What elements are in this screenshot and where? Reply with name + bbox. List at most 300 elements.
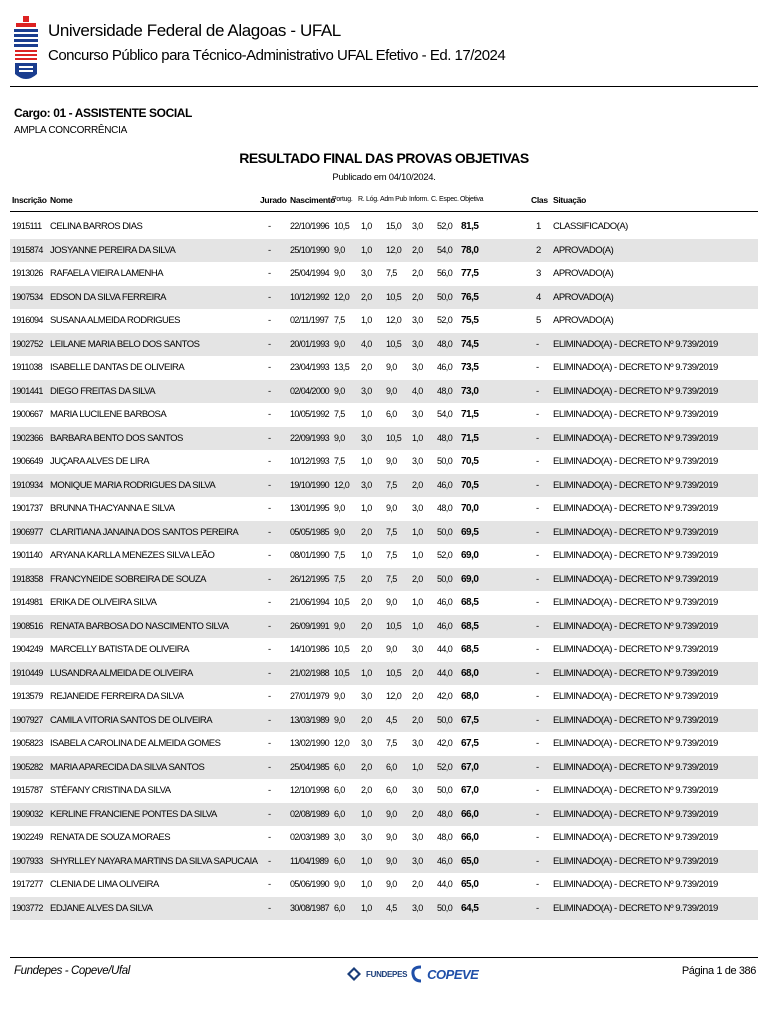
- cell-cespec: 48,0: [437, 503, 453, 513]
- cell-inform: 1,0: [412, 761, 423, 772]
- cell-admpub: 12,0: [386, 691, 402, 701]
- cell-clas: -: [536, 808, 539, 820]
- cell-inscricao: 1909032: [12, 808, 43, 819]
- cell-jurado: -: [268, 526, 271, 538]
- table-row: [10, 497, 758, 521]
- col-situacao: Situação: [553, 195, 587, 205]
- table-row: [10, 779, 758, 803]
- cell-cespec: 44,0: [437, 879, 453, 889]
- table-row: [10, 215, 758, 239]
- cell-nome: BRUNNA THACYANNA E SILVA: [50, 503, 175, 514]
- cell-nascimento: 02/08/1989: [290, 808, 330, 819]
- cell-situacao: ELIMINADO(A) - DECRETO Nº 9.739/2019: [553, 808, 718, 820]
- cell-objetiva: 75,5: [461, 315, 479, 326]
- cell-admpub: 10,5: [386, 432, 402, 443]
- cell-situacao: APROVADO(A): [553, 291, 614, 303]
- cell-clas: -: [536, 855, 539, 867]
- col-objetiva: Objetiva: [460, 196, 484, 203]
- cell-situacao: ELIMINADO(A) - DECRETO Nº 9.739/2019: [553, 573, 718, 585]
- cell-inform: 2,0: [412, 879, 423, 889]
- col-nome: Nome: [50, 195, 73, 205]
- cell-nome: JOSYANNE PEREIRA DA SILVA: [50, 244, 176, 256]
- cell-admpub: 4,5: [386, 714, 397, 725]
- col-portug: Portug.: [332, 196, 353, 203]
- cell-nome: RENATA DE SOUZA MORAES: [50, 832, 171, 843]
- table-row: [10, 544, 758, 568]
- col-inform: Inform.: [409, 196, 429, 203]
- cell-cespec: 52,0: [437, 761, 453, 772]
- cell-situacao: ELIMINADO(A) - DECRETO Nº 9.739/2019: [553, 902, 718, 914]
- cell-clas: -: [536, 432, 539, 444]
- table-row: [10, 356, 758, 380]
- cell-inform: 3,0: [412, 738, 423, 748]
- cell-situacao: ELIMINADO(A) - DECRETO Nº 9.739/2019: [553, 456, 718, 467]
- cell-objetiva: 67,5: [461, 738, 479, 749]
- cell-objetiva: 67,0: [461, 761, 479, 773]
- cargo-title: Cargo: 01 - ASSISTENTE SOCIAL: [14, 106, 192, 120]
- copeve-logo-icon: [411, 965, 423, 983]
- cell-admpub: 9,0: [386, 456, 397, 466]
- cell-clas: 2: [536, 244, 541, 256]
- cell-nome: ERIKA DE OLIVEIRA SILVA: [50, 597, 157, 608]
- cell-rlog: 1,0: [361, 503, 372, 513]
- cell-rlog: 2,0: [361, 362, 372, 372]
- cell-inform: 3,0: [412, 902, 423, 913]
- table-row: [10, 638, 758, 662]
- cell-inform: 4,0: [412, 385, 423, 396]
- cell-rlog: 3,0: [361, 432, 372, 443]
- cell-inscricao: 1913579: [12, 691, 43, 701]
- cell-nome: CAMILA VITORIA SANTOS DE OLIVEIRA: [50, 714, 213, 726]
- cell-clas: -: [536, 526, 539, 538]
- cell-portug: 12,0: [334, 738, 350, 748]
- cell-cespec: 48,0: [437, 385, 453, 396]
- cell-inform: 1,0: [412, 550, 423, 560]
- cell-objetiva: 78,0: [461, 244, 479, 256]
- cell-portug: 10,5: [334, 221, 350, 231]
- cell-objetiva: 68,5: [461, 644, 479, 655]
- cell-inscricao: 1902366: [12, 432, 43, 443]
- cell-situacao: ELIMINADO(A) - DECRETO Nº 9.739/2019: [553, 620, 718, 632]
- cell-clas: -: [536, 409, 539, 420]
- cell-nascimento: 05/06/1990: [290, 879, 330, 889]
- cell-situacao: APROVADO(A): [553, 244, 614, 256]
- cell-inscricao: 1917277: [12, 879, 43, 889]
- cell-nascimento: 30/08/1987: [290, 902, 330, 913]
- table-header: [10, 192, 758, 209]
- cell-cespec: 50,0: [437, 785, 453, 795]
- cell-inscricao: 1915874: [12, 244, 43, 255]
- cell-objetiva: 65,0: [461, 855, 479, 867]
- cell-objetiva: 69,5: [461, 526, 479, 538]
- cell-nome: MARIA APARECIDA DA SILVA SANTOS: [50, 761, 205, 773]
- cell-portug: 6,0: [334, 761, 345, 772]
- table-row: [10, 897, 758, 921]
- cell-objetiva: 64,5: [461, 902, 479, 914]
- cell-admpub: 10,5: [386, 291, 402, 302]
- cell-inscricao: 1904249: [12, 644, 43, 654]
- cell-jurado: -: [268, 338, 271, 350]
- page-title: RESULTADO FINAL DAS PROVAS OBJETIVAS: [239, 150, 529, 166]
- cell-inscricao: 1902752: [12, 338, 43, 349]
- cell-cespec: 50,0: [437, 456, 453, 466]
- cell-admpub: 6,0: [386, 785, 397, 795]
- contest-title: Concurso Público para Técnico-Administrativo UFAL Efetivo - Ed. 17/2024: [48, 47, 506, 64]
- cell-rlog: 1,0: [361, 409, 372, 419]
- cell-clas: -: [536, 503, 539, 514]
- cell-clas: -: [536, 691, 539, 702]
- cell-inscricao: 1901737: [12, 503, 43, 513]
- cell-nascimento: 22/10/1996: [290, 221, 330, 231]
- cell-objetiva: 77,5: [461, 268, 479, 279]
- table-row: [10, 474, 758, 498]
- cell-clas: 1: [536, 221, 541, 232]
- cell-rlog: 2,0: [361, 644, 372, 654]
- cell-nome: CELINA BARROS DIAS: [50, 221, 143, 232]
- table-row: [10, 803, 758, 827]
- cell-admpub: 10,5: [386, 620, 402, 631]
- cell-portug: 7,5: [334, 315, 345, 325]
- cell-clas: -: [536, 573, 539, 585]
- cell-situacao: ELIMINADO(A) - DECRETO Nº 9.739/2019: [553, 832, 718, 843]
- cell-rlog: 2,0: [361, 291, 372, 302]
- cell-admpub: 9,0: [386, 597, 397, 607]
- cell-jurado: -: [268, 808, 271, 820]
- cell-clas: -: [536, 738, 539, 749]
- cell-rlog: 1,0: [361, 221, 372, 231]
- university-name: Universidade Federal de Alagoas - UFAL: [48, 21, 341, 40]
- cell-nascimento: 25/10/1990: [290, 244, 330, 255]
- cell-situacao: ELIMINADO(A) - DECRETO Nº 9.739/2019: [553, 385, 718, 397]
- cell-admpub: 10,5: [386, 667, 402, 678]
- cell-rlog: 2,0: [361, 785, 372, 795]
- competition-type: AMPLA CONCORRÊNCIA: [14, 125, 127, 136]
- cell-situacao: ELIMINADO(A) - DECRETO Nº 9.739/2019: [553, 738, 718, 749]
- cell-nome: JUÇARA ALVES DE LIRA: [50, 456, 150, 467]
- cell-cespec: 52,0: [437, 221, 453, 231]
- cell-inscricao: 1910449: [12, 667, 43, 678]
- cell-nascimento: 26/12/1995: [290, 573, 330, 584]
- table-row: [10, 450, 758, 474]
- cell-portug: 9,0: [334, 526, 345, 537]
- col-jurado: Jurado: [260, 195, 287, 205]
- cell-cespec: 50,0: [437, 291, 453, 302]
- cell-nome: LEILANE MARIA BELO DOS SANTOS: [50, 338, 200, 350]
- cell-situacao: ELIMINADO(A) - DECRETO Nº 9.739/2019: [553, 479, 718, 491]
- cell-nascimento: 27/01/1979: [290, 691, 330, 701]
- cell-inscricao: 1906649: [12, 456, 43, 466]
- page-number: Página 1 de 386: [681, 965, 756, 977]
- cell-inform: 2,0: [412, 244, 423, 255]
- cell-cespec: 46,0: [437, 620, 453, 631]
- table-row: [10, 685, 758, 709]
- cell-admpub: 7,5: [386, 550, 397, 560]
- cell-portug: 7,5: [334, 409, 345, 419]
- table-row: [10, 380, 758, 404]
- cell-clas: -: [536, 620, 539, 632]
- cell-portug: 6,0: [334, 855, 345, 866]
- cell-cespec: 52,0: [437, 550, 453, 560]
- cell-clas: -: [536, 479, 539, 491]
- table-row: [10, 826, 758, 850]
- publication-date: Publicado em 04/10/2024.: [332, 172, 436, 183]
- cell-clas: -: [536, 362, 539, 373]
- cell-nome: SHYRLLEY NAYARA MARTINS DA SILVA SAPUCAIA: [50, 855, 258, 867]
- cell-objetiva: 70,0: [461, 503, 479, 514]
- cell-nascimento: 10/05/1992: [290, 409, 330, 419]
- cell-nascimento: 19/10/1990: [290, 479, 330, 490]
- cell-rlog: 2,0: [361, 761, 372, 772]
- table-header-divider: [10, 211, 758, 212]
- cell-inscricao: 1913026: [12, 268, 43, 278]
- cell-objetiva: 76,5: [461, 291, 479, 303]
- table-row: [10, 286, 758, 310]
- cell-objetiva: 69,0: [461, 573, 479, 585]
- cell-objetiva: 67,5: [461, 714, 479, 726]
- col-cespec: C. Espec.: [431, 196, 459, 203]
- cell-cespec: 44,0: [437, 644, 453, 654]
- cell-cespec: 44,0: [437, 667, 453, 678]
- cell-objetiva: 71,5: [461, 409, 479, 420]
- cell-jurado: -: [268, 855, 271, 867]
- cell-objetiva: 68,5: [461, 620, 479, 632]
- cell-clas: -: [536, 785, 539, 796]
- cell-rlog: 2,0: [361, 714, 372, 725]
- cell-situacao: ELIMINADO(A) - DECRETO Nº 9.739/2019: [553, 761, 718, 773]
- cell-nome: REJANEIDE FERREIRA DA SILVA: [50, 691, 184, 702]
- cell-nome: EDSON DA SILVA FERREIRA: [50, 291, 166, 303]
- fundepes-logo-text: FUNDEPES: [366, 969, 408, 979]
- cell-cespec: 56,0: [437, 268, 453, 278]
- cell-nascimento: 05/05/1985: [290, 526, 330, 537]
- cell-inscricao: 1907933: [12, 855, 43, 866]
- cell-inscricao: 1905282: [12, 761, 43, 772]
- cell-rlog: 3,0: [361, 385, 372, 396]
- cell-jurado: -: [268, 879, 271, 890]
- cell-nascimento: 13/02/1990: [290, 738, 330, 748]
- cell-nascimento: 25/04/1994: [290, 268, 330, 278]
- cell-cespec: 42,0: [437, 691, 453, 701]
- cell-inform: 2,0: [412, 291, 423, 302]
- cell-objetiva: 65,0: [461, 879, 479, 890]
- table-row: [10, 873, 758, 897]
- cell-nome: MARCELLY BATISTA DE OLIVEIRA: [50, 644, 189, 655]
- cell-admpub: 15,0: [386, 221, 402, 231]
- cell-nome: MONIQUE MARIA RODRIGUES DA SILVA: [50, 479, 216, 491]
- cell-portug: 7,5: [334, 573, 345, 584]
- cell-situacao: ELIMINADO(A) - DECRETO Nº 9.739/2019: [553, 526, 718, 538]
- cell-objetiva: 69,0: [461, 550, 479, 561]
- cell-clas: -: [536, 456, 539, 467]
- cell-admpub: 9,0: [386, 362, 397, 372]
- cell-inform: 3,0: [412, 362, 423, 372]
- cell-rlog: 3,0: [361, 832, 372, 842]
- cell-inscricao: 1905823: [12, 738, 43, 748]
- cell-nome: STÉFANY CRISTINA DA SILVA: [50, 785, 171, 796]
- cell-admpub: 4,5: [386, 902, 397, 913]
- results-table: [10, 215, 758, 920]
- cell-nascimento: 13/01/1995: [290, 503, 330, 513]
- cell-portug: 7,5: [334, 456, 345, 466]
- cell-nascimento: 02/11/1997: [290, 315, 329, 325]
- cell-portug: 10,5: [334, 644, 350, 654]
- cell-nome: KERLINE FRANCIENE PONTES DA SILVA: [50, 808, 217, 820]
- footer-logos: [346, 962, 478, 986]
- table-row: [10, 756, 758, 780]
- cell-inform: 3,0: [412, 338, 423, 349]
- cell-cespec: 54,0: [437, 244, 453, 255]
- cell-inform: 1,0: [412, 597, 423, 607]
- cell-situacao: ELIMINADO(A) - DECRETO Nº 9.739/2019: [553, 714, 718, 726]
- cell-clas: -: [536, 550, 539, 561]
- cell-cespec: 48,0: [437, 832, 453, 842]
- cell-nascimento: 02/04/2000: [290, 385, 330, 396]
- cell-jurado: -: [268, 479, 271, 491]
- cell-nome: CLENIA DE LIMA OLIVEIRA: [50, 879, 159, 890]
- cell-admpub: 9,0: [386, 855, 397, 866]
- cell-nascimento: 13/03/1989: [290, 714, 330, 725]
- cell-inscricao: 1908516: [12, 620, 43, 631]
- cell-admpub: 9,0: [386, 832, 397, 842]
- cell-objetiva: 73,0: [461, 385, 479, 397]
- cell-situacao: ELIMINADO(A) - DECRETO Nº 9.739/2019: [553, 667, 718, 679]
- cell-admpub: 9,0: [386, 385, 397, 396]
- cell-nome: CLARITIANA JANAINA DOS SANTOS PEREIRA: [50, 526, 239, 538]
- cell-cespec: 54,0: [437, 409, 453, 419]
- cell-cespec: 42,0: [437, 738, 453, 748]
- cell-cespec: 48,0: [437, 432, 453, 443]
- cell-rlog: 1,0: [361, 902, 372, 913]
- cell-admpub: 7,5: [386, 479, 397, 490]
- cell-clas: -: [536, 714, 539, 726]
- cell-inscricao: 1901140: [12, 550, 43, 560]
- cell-nome: SUSANA ALMEIDA RODRIGUES: [50, 315, 181, 326]
- cell-nome: BARBARA BENTO DOS SANTOS: [50, 432, 183, 444]
- cell-portug: 9,0: [334, 244, 345, 255]
- cell-clas: -: [536, 832, 539, 843]
- cell-portug: 12,0: [334, 291, 350, 302]
- cell-nascimento: 11/04/1989: [290, 855, 329, 866]
- cell-rlog: 1,0: [361, 550, 372, 560]
- footer-org: Fundepes - Copeve/Ufal: [14, 965, 130, 977]
- cell-situacao: ELIMINADO(A) - DECRETO Nº 9.739/2019: [553, 644, 718, 655]
- cell-cespec: 50,0: [437, 526, 453, 537]
- cell-admpub: 7,5: [386, 268, 397, 278]
- cell-inscricao: 1903772: [12, 902, 43, 913]
- cell-inform: 2,0: [412, 714, 423, 725]
- cell-objetiva: 67,0: [461, 785, 479, 796]
- cell-portug: 6,0: [334, 902, 345, 913]
- cell-inform: 2,0: [412, 479, 423, 490]
- cell-jurado: -: [268, 503, 271, 514]
- cell-inscricao: 1902249: [12, 832, 43, 842]
- cell-cespec: 50,0: [437, 573, 453, 584]
- cell-nascimento: 23/04/1993: [290, 362, 330, 372]
- cell-nome: ISABELLE DANTAS DE OLIVEIRA: [50, 362, 185, 373]
- table-row: [10, 732, 758, 756]
- cell-admpub: 7,5: [386, 526, 397, 537]
- cell-nome: ARYANA KARLLA MENEZES SILVA LEÃO: [50, 550, 215, 561]
- cell-admpub: 7,5: [386, 573, 397, 584]
- cell-clas: -: [536, 385, 539, 397]
- cell-rlog: 1,0: [361, 315, 372, 325]
- cell-admpub: 12,0: [386, 244, 402, 255]
- cell-nascimento: 08/01/1990: [290, 550, 330, 560]
- cell-inscricao: 1911038: [12, 362, 43, 372]
- cell-rlog: 1,0: [361, 855, 372, 866]
- cell-jurado: -: [268, 667, 271, 679]
- cell-clas: -: [536, 902, 539, 914]
- cell-admpub: 9,0: [386, 644, 397, 654]
- col-clas: Clas: [531, 195, 548, 205]
- cell-clas: -: [536, 761, 539, 773]
- cell-jurado: -: [268, 597, 271, 608]
- cell-jurado: -: [268, 714, 271, 726]
- cell-clas: 3: [536, 268, 541, 279]
- cell-jurado: -: [268, 268, 271, 279]
- cell-admpub: 6,0: [386, 761, 397, 772]
- table-row: [10, 850, 758, 874]
- col-rlog: R. Lóg.: [358, 196, 379, 203]
- cell-inscricao: 1907534: [12, 291, 43, 302]
- cell-admpub: 10,5: [386, 338, 402, 349]
- cell-clas: 5: [536, 315, 541, 326]
- cell-nascimento: 22/09/1993: [290, 432, 330, 443]
- cell-inform: 3,0: [412, 503, 423, 513]
- cell-objetiva: 74,5: [461, 338, 479, 350]
- cell-nome: LUSANDRA ALMEIDA DE OLIVEIRA: [50, 667, 193, 679]
- cell-inscricao: 1906977: [12, 526, 43, 537]
- cell-portug: 9,0: [334, 503, 345, 513]
- cell-objetiva: 66,0: [461, 808, 479, 820]
- cell-clas: -: [536, 667, 539, 679]
- ufal-crest-icon: [13, 16, 39, 84]
- cell-inscricao: 1907927: [12, 714, 43, 725]
- cell-admpub: 12,0: [386, 315, 402, 325]
- cell-inform: 2,0: [412, 808, 423, 819]
- cell-situacao: ELIMINADO(A) - DECRETO Nº 9.739/2019: [553, 409, 718, 420]
- cell-nome: EDJANE ALVES DA SILVA: [50, 902, 153, 914]
- cell-inform: 3,0: [412, 409, 423, 419]
- cell-rlog: 2,0: [361, 620, 372, 631]
- cell-nome: ISABELA CAROLINA DE ALMEIDA GOMES: [50, 738, 221, 749]
- cell-situacao: ELIMINADO(A) - DECRETO Nº 9.739/2019: [553, 550, 718, 561]
- cell-jurado: -: [268, 738, 271, 749]
- cell-situacao: CLASSIFICADO(A): [553, 221, 628, 232]
- cell-portug: 10,5: [334, 597, 350, 607]
- cell-portug: 9,0: [334, 879, 345, 889]
- cell-inform: 1,0: [412, 620, 423, 631]
- cell-inform: 3,0: [412, 315, 423, 325]
- cell-portug: 9,0: [334, 691, 345, 701]
- cell-jurado: -: [268, 761, 271, 773]
- table-row: [10, 662, 758, 686]
- cell-portug: 3,0: [334, 832, 345, 842]
- cell-jurado: -: [268, 573, 271, 585]
- cell-rlog: 1,0: [361, 879, 372, 889]
- cell-rlog: 2,0: [361, 526, 372, 537]
- cell-cespec: 48,0: [437, 808, 453, 819]
- cell-cespec: 46,0: [437, 479, 453, 490]
- cell-admpub: 9,0: [386, 503, 397, 513]
- cell-cespec: 46,0: [437, 362, 453, 372]
- table-row: [10, 262, 758, 286]
- cell-nascimento: 25/04/1985: [290, 761, 330, 772]
- cell-rlog: 3,0: [361, 738, 372, 748]
- cell-jurado: -: [268, 620, 271, 632]
- cell-situacao: ELIMINADO(A) - DECRETO Nº 9.739/2019: [553, 432, 718, 444]
- cell-jurado: -: [268, 550, 271, 561]
